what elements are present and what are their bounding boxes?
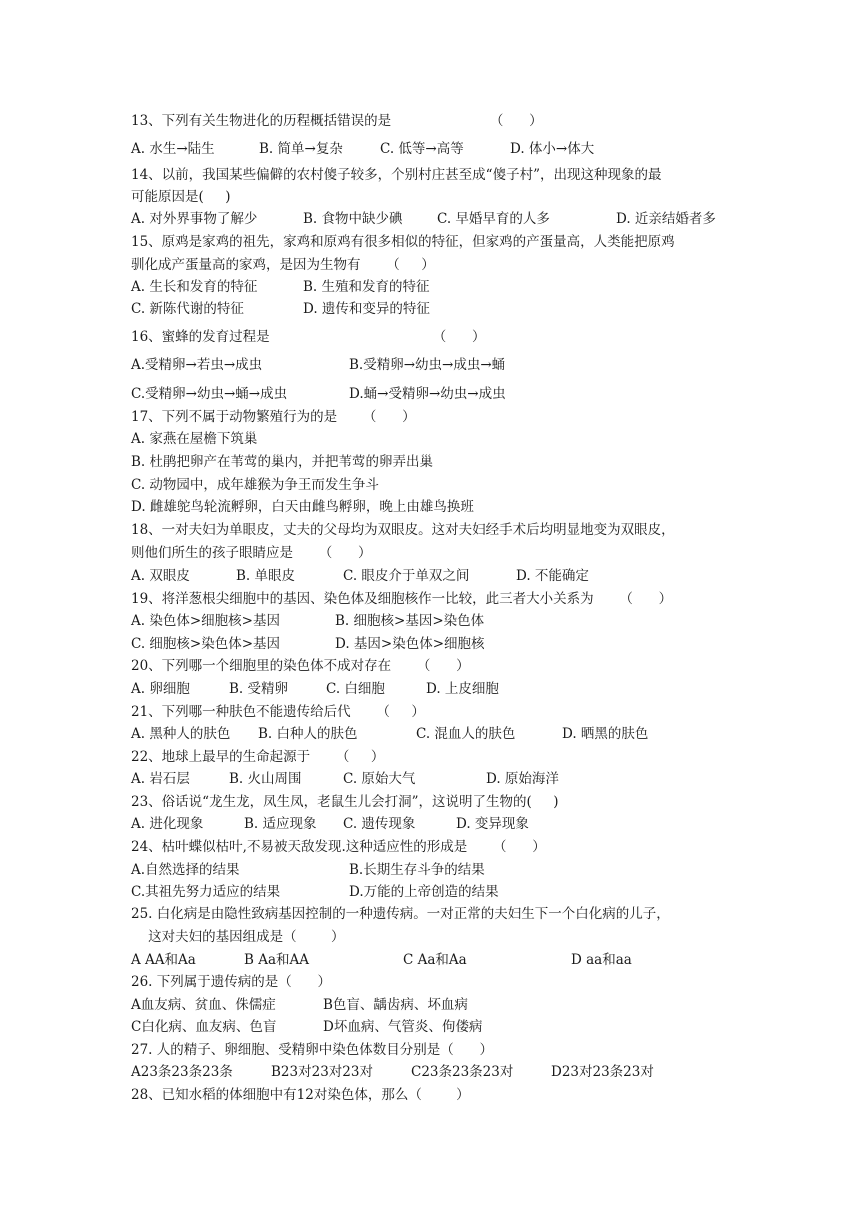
answer-option: C. 早婚早育的人多 [437, 211, 550, 227]
answer-option: D. 变异现象 [456, 816, 529, 832]
question-stem-line: 驯化成产蛋量高的家鸡，是因为生物有 （ ） [131, 257, 435, 273]
answer-option: A.自然选择的结果 [131, 862, 240, 878]
answer-option: B23对23对23对 [271, 1064, 373, 1080]
answer-option: A AA和Aa [131, 952, 196, 968]
answer-option: A. 黑种人的肤色 [131, 726, 231, 742]
answer-option: D23对23条23对 [551, 1064, 654, 1080]
answer-option: D坏血病、气管炎、佝偻病 [323, 1019, 483, 1035]
question-stem-line: 19、将洋葱根尖细胞中的基因、染色体及细胞核作一比较，此三者大小关系为 （ ） [131, 591, 673, 607]
answer-option: A23条23条23条 [131, 1064, 233, 1080]
answer-option: A.受精卵→若虫→成虫 [131, 357, 263, 373]
question-stem-line: 则他们所生的孩子眼睛应是 （ ） [131, 545, 372, 561]
answer-option: C Aa和Aa [403, 952, 467, 968]
question-stem-line: 26. 下列属于遗传病的是（ ） [131, 974, 332, 990]
question-stem-line: 可能原因是( ) [131, 189, 231, 205]
answer-option: B. 细胞核>基因>染色体 [335, 613, 485, 629]
option-line: B. 杜鹃把卵产在苇莺的巢内，并把苇莺的卵弄出巢 [131, 454, 434, 470]
question-stem-line: 20、下列哪一个细胞里的染色体不成对存在 （ ） [131, 658, 470, 674]
answer-option: B. 生殖和发育的特征 [303, 279, 430, 295]
question-stem-line: 23、俗话说“龙生龙，凤生凤，老鼠生儿会打洞”，这说明了生物的( ) [131, 794, 559, 810]
answer-option: C. 眼皮介于单双之间 [343, 568, 470, 584]
answer-option: D. 原始海洋 [486, 771, 559, 787]
answer-option: A. 双眼皮 [131, 568, 190, 584]
answer-option: A. 水生→陆生 [131, 141, 215, 157]
answer-option: B. 食物中缺少碘 [303, 211, 403, 227]
answer-option: B.长期生存斗争的结果 [349, 862, 485, 878]
answer-option: C. 混血人的肤色 [416, 726, 516, 742]
question-stem-line: 14、以前，我国某些偏僻的农村傻子较多，个别村庄甚至成“傻子村”，出现这种现象的最 [131, 167, 662, 183]
answer-option: A血友病、贫血、侏儒症 [131, 997, 276, 1013]
option-line: C. 动物园中，成年雄猴为争王而发生争斗 [131, 477, 379, 493]
answer-option: D. 体小→体大 [510, 141, 595, 157]
answer-option: C. 细胞核>染色体>基因 [131, 636, 281, 652]
question-stem-line: 15、原鸡是家鸡的祖先，家鸡和原鸡有很多相似的特征，但家鸡的产蛋量高，人类能把原鸡 [131, 234, 675, 250]
answer-option: A. 卵细胞 [131, 681, 190, 697]
answer-option: B Aa和AA [244, 952, 310, 968]
option-line: A. 家燕在屋檐下筑巢 [131, 431, 258, 447]
answer-option: D.蛹→受精卵→幼虫→成虫 [349, 386, 506, 402]
option-line: D. 雌雄鸵鸟轮流孵卵，白天由雌鸟孵卵，晚上由雄鸟换班 [131, 499, 474, 515]
answer-option: B. 火山周围 [229, 771, 302, 787]
answer-option: D. 不能确定 [516, 568, 589, 584]
answer-option: A. 对外界事物了解少 [131, 211, 258, 227]
answer-option: D. 近亲结婚者多 [616, 211, 716, 227]
question-stem-line: 18、一对夫妇为单眼皮，丈夫的父母均为双眼皮。这对夫妇经手术后均明显地变为双眼皮， [131, 522, 675, 538]
answer-option: B色盲、龋齿病、坏血病 [323, 997, 468, 1013]
answer-option: C23条23条23对 [411, 1064, 514, 1080]
answer-option: B.受精卵→幼虫→成虫→蛹 [349, 357, 506, 373]
answer-option: B. 简单→复杂 [259, 141, 343, 157]
answer-option: A. 染色体>细胞核>基因 [131, 613, 280, 629]
answer-option: A. 生长和发育的特征 [131, 279, 258, 295]
answer-option: C白化病、血友病、色盲 [131, 1019, 277, 1035]
question-stem-line: 17、下列不属于动物繁殖行为的是 （ ） [131, 409, 416, 425]
question-stem-line: 27. 人的精子、卵细胞、受精卵中染色体数目分别是（ ） [131, 1042, 494, 1058]
answer-option: C. 低等→高等 [380, 141, 464, 157]
question-stem-line: 21、下列哪一种肤色不能遗传给后代 （ ） [131, 704, 425, 720]
question-stem-line: 这对夫妇的基因组成是（ ） [131, 929, 345, 945]
answer-option: C.受精卵→幼虫→蛹→成虫 [131, 386, 288, 402]
answer-option: D. 晒黑的肤色 [562, 726, 649, 742]
answer-option: D. 上皮细胞 [426, 681, 499, 697]
answer-option: C. 白细胞 [326, 681, 385, 697]
answer-option: B. 白种人的肤色 [258, 726, 358, 742]
answer-option: A. 进化现象 [131, 816, 204, 832]
answer-option: C. 原始大气 [343, 771, 416, 787]
question-stem-line: 24、枯叶蝶似枯叶,不易被天敌发现.这种适应性的形成是 （ ） [131, 839, 546, 855]
answer-option: C. 新陈代谢的特征 [131, 301, 244, 317]
answer-option: C. 遗传现象 [343, 816, 416, 832]
question-stem-line: 28、已知水稻的体细胞中有12对染色体，那么（ ） [131, 1087, 470, 1103]
answer-option: B. 单眼皮 [236, 568, 296, 584]
question-stem-line: 16、蜜蜂的发育过程是 （ ） [131, 329, 486, 345]
question-stem-line: 13、下列有关生物进化的历程概括错误的是 （ ） [131, 113, 543, 129]
question-stem-line: 22、地球上最早的生命起源于 （ ） [131, 749, 385, 765]
answer-option: D. 基因>染色体>细胞核 [335, 636, 485, 652]
answer-option: D aa和aa [571, 952, 632, 968]
answer-option: A. 岩石层 [131, 771, 190, 787]
answer-option: B. 适应现象 [244, 816, 317, 832]
answer-option: D. 遗传和变异的特征 [303, 301, 430, 317]
answer-option: C.其祖先努力适应的结果 [131, 884, 281, 900]
answer-option: B. 受精卵 [229, 681, 289, 697]
answer-option: D.万能的上帝创造的结果 [349, 884, 499, 900]
question-stem-line: 25. 白化病是由隐性致病基因控制的一种遗传病。一对正常的夫妇生下一个白化病的儿子， [131, 906, 670, 922]
